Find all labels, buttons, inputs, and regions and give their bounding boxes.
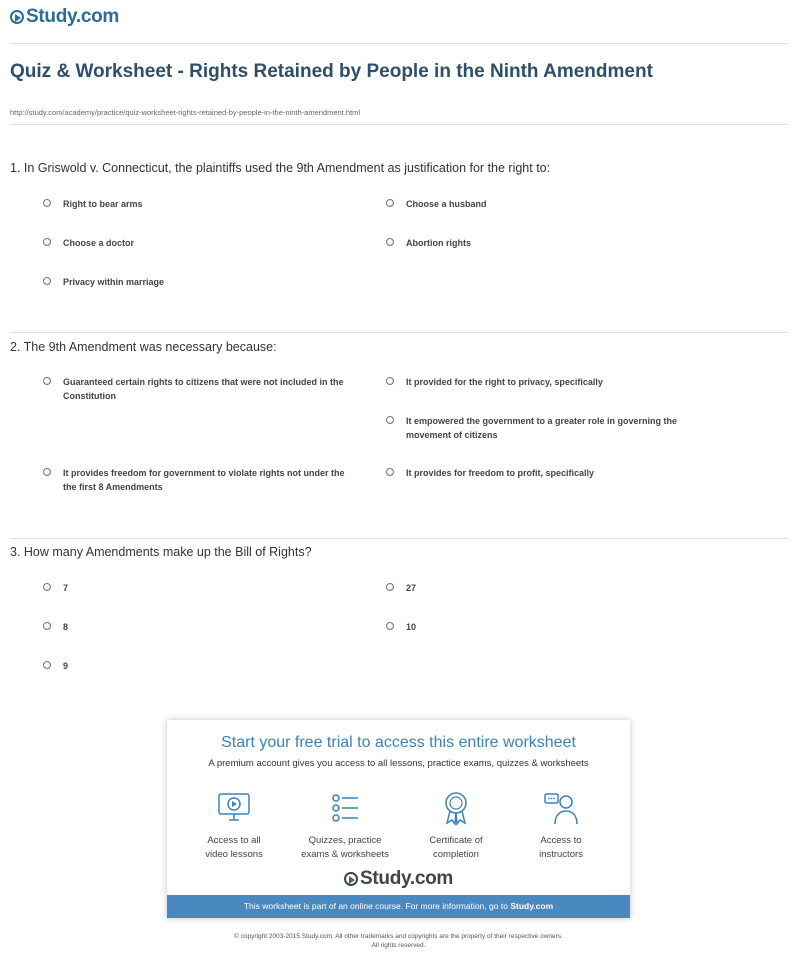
cta-study-logo[interactable]: Study.com bbox=[167, 868, 630, 890]
page-title: Quiz & Worksheet - Rights Retained by People in the Ninth Amendment bbox=[10, 61, 653, 82]
page-url: http://study.com/academy/practice/quiz-worksheet-rights-retained-by-people-in-the-ninth-amendment.html bbox=[10, 108, 361, 117]
radio-icon[interactable] bbox=[43, 468, 51, 476]
q1-option[interactable]: Privacy within marriage bbox=[43, 275, 353, 289]
q2-option[interactable]: It provided for the right to privacy, specifically bbox=[386, 375, 696, 389]
q1-option[interactable]: Abortion rights bbox=[386, 236, 696, 250]
question-3: 3. How many Amendments make up the Bill of Rights? bbox=[10, 545, 312, 559]
q3-option[interactable]: 10 bbox=[386, 620, 696, 634]
feature-certificate: Certificate of completion bbox=[401, 790, 511, 862]
q2-option[interactable]: It provides freedom for government to violate rights not under the the first 8 Amendments bbox=[43, 466, 353, 494]
question-2: 2. The 9th Amendment was necessary because: bbox=[10, 340, 277, 354]
q2-option[interactable]: It provides for freedom to profit, specifically bbox=[386, 466, 696, 480]
header-divider bbox=[10, 43, 787, 44]
cta-subtitle: A premium account gives you access to all lessons, practice exams, quizzes & worksheets bbox=[208, 758, 589, 769]
q2-option[interactable]: Guaranteed certain rights to citizens that were not included in the Constitution bbox=[43, 375, 353, 403]
section-divider bbox=[10, 332, 787, 333]
radio-icon[interactable] bbox=[386, 622, 394, 630]
feature-quizzes: Quizzes, practice exams & worksheets bbox=[290, 790, 400, 862]
radio-icon[interactable] bbox=[386, 199, 394, 207]
title-divider bbox=[10, 124, 787, 125]
study-link[interactable]: Study.com bbox=[510, 901, 554, 911]
free-trial-cta[interactable] bbox=[167, 720, 630, 918]
radio-icon[interactable] bbox=[43, 661, 51, 669]
study-logo[interactable] bbox=[10, 6, 119, 28]
instructor-icon bbox=[543, 790, 579, 826]
radio-icon[interactable] bbox=[386, 377, 394, 385]
feature-video-lessons: Access to all video lessons bbox=[179, 790, 289, 862]
cta-title[interactable]: Start your free trial to access this entire worksheet bbox=[221, 734, 576, 751]
q3-option[interactable]: 7 bbox=[43, 581, 353, 595]
logo-text: Study.com bbox=[26, 6, 120, 27]
play-circle-icon bbox=[10, 10, 24, 24]
certificate-icon bbox=[438, 790, 474, 826]
q1-option[interactable]: Right to bear arms bbox=[43, 197, 353, 211]
radio-icon[interactable] bbox=[386, 416, 394, 424]
section-divider bbox=[10, 538, 787, 539]
radio-icon[interactable] bbox=[386, 468, 394, 476]
q1-option[interactable]: Choose a doctor bbox=[43, 236, 353, 250]
radio-icon[interactable] bbox=[43, 622, 51, 630]
radio-icon[interactable] bbox=[43, 199, 51, 207]
radio-icon[interactable] bbox=[43, 583, 51, 591]
q3-option[interactable]: 27 bbox=[386, 581, 696, 595]
radio-icon[interactable] bbox=[43, 238, 51, 246]
q3-option[interactable]: 9 bbox=[43, 659, 353, 673]
q2-option[interactable]: It empowered the government to a greater role in governing the movement of citizens bbox=[386, 414, 696, 442]
feature-instructors: Access to instructors bbox=[506, 790, 616, 862]
play-circle-icon bbox=[344, 872, 358, 886]
radio-icon[interactable] bbox=[43, 377, 51, 385]
radio-icon[interactable] bbox=[386, 583, 394, 591]
q1-option[interactable]: Choose a husband bbox=[386, 197, 696, 211]
cta-info-bar: This worksheet is part of an online course. For more information, go to Study.com bbox=[167, 895, 630, 918]
radio-icon[interactable] bbox=[386, 238, 394, 246]
radio-icon[interactable] bbox=[43, 277, 51, 285]
q3-option[interactable]: 8 bbox=[43, 620, 353, 634]
question-1: 1. In Griswold v. Connecticut, the plaintiffs used the 9th Amendment as justification for the right to: bbox=[10, 161, 551, 175]
quiz-list-icon bbox=[327, 790, 363, 826]
video-lesson-icon bbox=[216, 790, 252, 826]
copyright-footer: © copyright 2003-2015 Study.com. All other trademarks and copyrights are the property of their respective owners. All rights reserved. bbox=[234, 933, 563, 949]
